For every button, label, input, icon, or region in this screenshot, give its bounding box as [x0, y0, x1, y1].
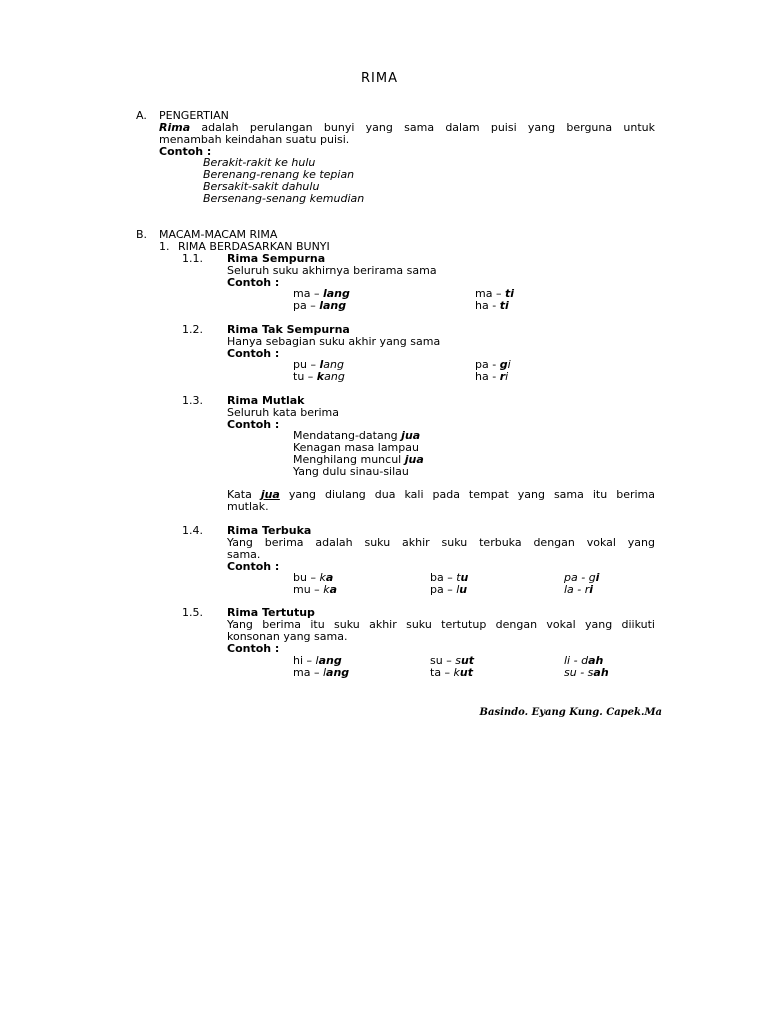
- rhyme-example: mu – ka: [293, 583, 337, 596]
- item-heading: Rima Tertutup: [227, 606, 315, 619]
- section-a-heading: PENGERTIAN: [159, 109, 229, 122]
- rhyme-example: ba – tu: [430, 571, 469, 584]
- item-description: sama.: [227, 548, 261, 561]
- rhyme-example: pa – lu: [430, 583, 468, 596]
- contoh-label: Contoh :: [227, 347, 280, 360]
- subsection-heading: RIMA BERDASARKAN BUNYI: [178, 240, 330, 253]
- rhyme-example: tu – kang: [293, 370, 345, 383]
- contoh-label: Contoh :: [227, 418, 280, 431]
- rhyme-example: ha - ri: [475, 370, 509, 383]
- footer-credit: Basindo. Eyang Kung. Capek.Ma: [479, 707, 662, 718]
- item-description: Yang berima adalah suku akhir suku terbuka dengan vokal yang: [227, 536, 655, 549]
- contoh-label: Contoh :: [227, 642, 280, 655]
- item-description: Yang berima itu suku akhir suku tertutup dengan vokal yang diikuti: [227, 618, 655, 631]
- item-number: 1.4.: [182, 524, 203, 537]
- note-line-1: Kata jua yang diulang dua kali pada tempat yang sama itu berima: [227, 488, 655, 501]
- item-number: 1.5.: [182, 606, 203, 619]
- rhyme-example: su - sah: [564, 666, 609, 679]
- rhyme-example: pu – lang: [293, 358, 344, 371]
- rhyme-example: ha - ti: [475, 299, 509, 312]
- note-keyword: jua: [260, 488, 280, 501]
- rhyme-example: ma – ti: [475, 287, 514, 300]
- definition-line-2: menambah keindahan suatu puisi.: [159, 133, 350, 146]
- rhyme-example: li - dah: [564, 654, 604, 667]
- item-description: konsonan yang sama.: [227, 630, 348, 643]
- item-number: 1.2.: [182, 323, 203, 336]
- example-line: Bersenang-senang kemudian: [203, 192, 365, 205]
- item-heading: Rima Terbuka: [227, 524, 312, 537]
- rhyme-example: ta – kut: [430, 666, 474, 679]
- rhyme-example: pa – lang: [293, 299, 347, 312]
- rhyme-example: pa - gi: [564, 571, 600, 584]
- item-heading: Rima Tak Sempurna: [227, 323, 350, 336]
- item-description: Seluruh kata berima: [227, 406, 339, 419]
- item-description: Hanya sebagian suku akhir yang sama: [227, 335, 441, 348]
- rhyme-example: su – sut: [430, 654, 475, 667]
- section-b-label: B.: [136, 228, 148, 241]
- contoh-label: Contoh :: [227, 276, 280, 289]
- rhyme-example: bu – ka: [293, 571, 334, 584]
- example-line: Bersakit-sakit dahulu: [203, 180, 320, 193]
- poem-line: Mendatang-datang jua: [293, 429, 421, 442]
- contoh-label: Contoh :: [159, 145, 212, 158]
- subsection-number: 1.: [159, 240, 170, 253]
- definition-term: Rima: [159, 121, 191, 134]
- contoh-label: Contoh :: [227, 560, 280, 573]
- rhyme-example: pa - gi: [475, 358, 511, 371]
- example-line: Berakit-rakit ke hulu: [203, 156, 316, 169]
- note-line-2: mutlak.: [227, 500, 269, 513]
- item-description: Seluruh suku akhirnya berirama sama: [227, 264, 437, 277]
- rhyme-example: la - ri: [564, 583, 594, 596]
- rhyme-example: hi – lang: [293, 654, 342, 667]
- poem-line: Kenagan masa lampau: [293, 441, 419, 454]
- section-a-label: A.: [136, 109, 147, 122]
- item-heading: Rima Mutlak: [227, 394, 305, 407]
- item-number: 1.1.: [182, 252, 203, 265]
- item-number: 1.3.: [182, 394, 203, 407]
- section-b-heading: MACAM-MACAM RIMA: [159, 228, 278, 241]
- poem-line: Menghilang muncul jua: [293, 453, 424, 466]
- rhyme-example: ma – lang: [293, 287, 350, 300]
- definition-text: adalah perulangan bunyi yang sama dalam puisi yang berguna untuk: [190, 121, 655, 134]
- rhyme-example: ma – lang: [293, 666, 350, 679]
- page-title: RIMA: [361, 71, 398, 86]
- item-heading: Rima Sempurna: [227, 252, 326, 265]
- example-line: Berenang-renang ke tepian: [203, 168, 355, 181]
- poem-line: Yang dulu sinau-silau: [293, 465, 409, 478]
